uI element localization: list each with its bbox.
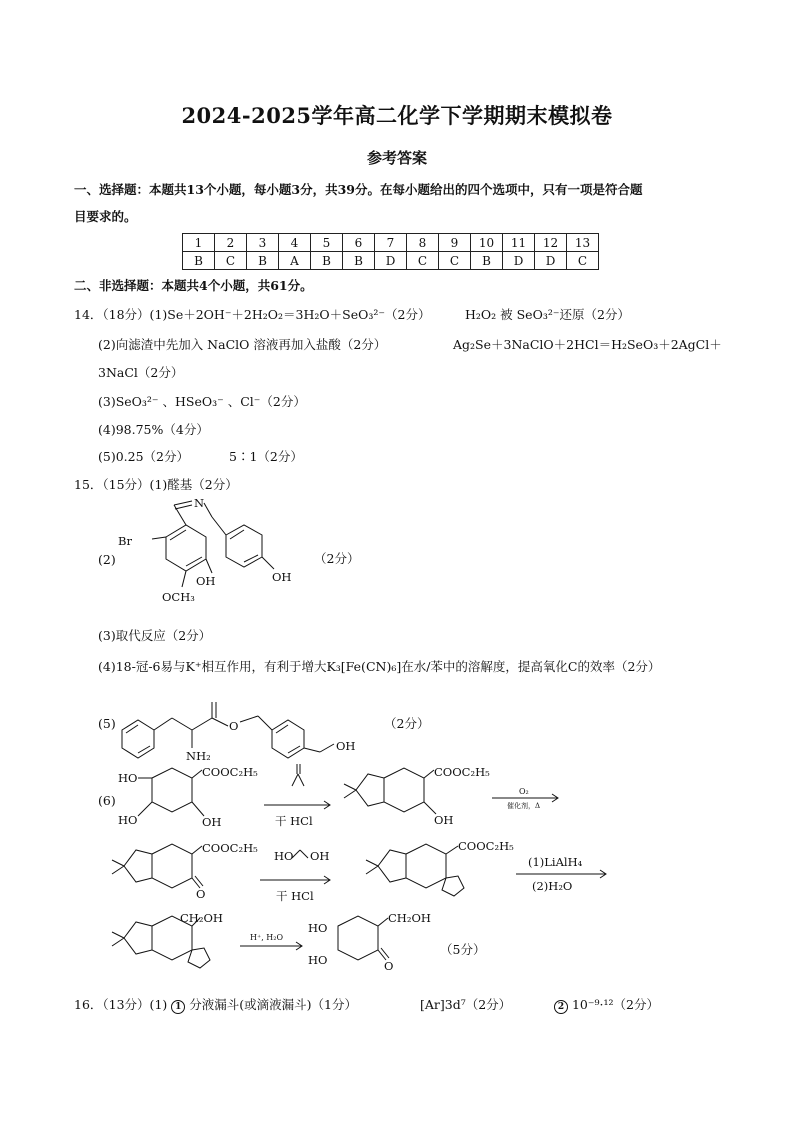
table-cell: D — [503, 252, 535, 270]
bond — [366, 866, 378, 874]
q14-line2b: Ag₂Se＋3NaClO＋2HCl＝H₂SeO₃＋2AgCl＋ — [453, 337, 722, 352]
circled-number-2: 2 — [554, 1000, 568, 1014]
ketal-ring — [406, 844, 446, 888]
table-cell: 10 — [471, 234, 503, 252]
glycol-bond — [300, 850, 308, 858]
bond — [304, 748, 320, 752]
q16-answer-1: 分液漏斗(或滴液漏斗)（1分） — [189, 997, 357, 1012]
reagent-2-top: O₂ — [519, 787, 529, 796]
section2-heading: 二、非选择题：本题共4个小题，共61分。 — [74, 278, 313, 293]
q14-line3: 3NaCl（2分） — [98, 365, 184, 380]
table-cell: 12 — [535, 234, 567, 252]
q15-line3: (3)取代反应（2分） — [98, 628, 212, 643]
bond — [446, 846, 458, 854]
oh-atom: OH — [196, 574, 216, 588]
reagent-3-bottom: 干 HCl — [276, 889, 314, 903]
q15-line4: (4)18-冠-6易与K⁺相互作用，有利于增大K₃[Fe(CN)₆]在水/苯中的溶解度，提高氧化C的效率（2分） — [98, 659, 661, 674]
table-cell: 2 — [215, 234, 247, 252]
table-cell: B — [343, 252, 375, 270]
ho-label-1: HO — [118, 771, 138, 785]
page-title: 2024-2025学年高二化学下学期期末模拟卷 — [181, 103, 613, 128]
q15-line1: 15．（15分）(1)醛基（2分） — [74, 477, 238, 492]
phenol-ring — [226, 525, 262, 567]
glycol-ho-label: HO — [274, 849, 294, 863]
q15-part6-label: (6) — [98, 793, 116, 808]
bond — [112, 860, 124, 866]
benzene-ring-2 — [272, 720, 304, 758]
bond — [204, 503, 212, 517]
q15-part5-structure — [112, 690, 382, 770]
bond — [206, 559, 212, 573]
q15-part2-structure — [112, 495, 312, 615]
bond — [175, 505, 192, 509]
ketone-ring — [152, 844, 192, 888]
table-cell: 9 — [439, 234, 471, 252]
bond — [192, 718, 212, 730]
oh-label-2: OH — [434, 813, 454, 827]
dioxolane-ring — [378, 850, 406, 882]
cooet-label-2: COOC₂H₅ — [434, 765, 490, 779]
reagent-4-bottom: (2)H₂O — [532, 879, 573, 893]
q14-line6b: 5∶1（2分） — [229, 449, 303, 464]
n-atom: N — [194, 496, 205, 510]
q16-answer-2: [Ar]3d⁷（2分） — [420, 997, 512, 1012]
reagent-2-bottom: 催化剂，Δ — [507, 802, 541, 810]
table-cell: C — [567, 252, 599, 270]
product-o-label: O — [384, 959, 394, 973]
q14-line1b: H₂O₂ 被 SeO₃²⁻还原（2分） — [465, 307, 630, 322]
q15-part5-score: （2分） — [384, 716, 430, 731]
br-atom: Br — [118, 534, 132, 548]
bond — [152, 537, 166, 539]
q16-answer-3: 10⁻⁹·¹²（2分） — [571, 997, 659, 1012]
bond — [170, 530, 186, 540]
dioxolane-ring — [356, 774, 384, 806]
bond — [192, 770, 202, 778]
bond — [258, 716, 272, 730]
glycol-oh-label: OH — [310, 849, 330, 863]
bond — [212, 517, 226, 535]
table-cell: C — [439, 252, 471, 270]
circled-number-1: 1 — [171, 1000, 185, 1014]
table-cell: 11 — [503, 234, 535, 252]
table-cell: 7 — [375, 234, 407, 252]
q14-line6a: (5)0.25（2分） — [98, 449, 189, 464]
table-cell: C — [215, 252, 247, 270]
table-cell: 4 — [279, 234, 311, 252]
reagent-1-bottom: 干 HCl — [275, 814, 313, 828]
q15-part6-score: （5分） — [440, 942, 486, 957]
acetone-bond — [292, 774, 298, 786]
benzene-ring — [166, 525, 206, 571]
reagent-5-top: H⁺, H₂O — [250, 933, 284, 942]
dioxolane-ring — [124, 850, 152, 882]
q15-part2-label: (2) — [98, 552, 116, 567]
ketone-o-label: O — [196, 887, 206, 901]
table-cell: D — [375, 252, 407, 270]
bond — [138, 802, 152, 816]
q16-line1 — [74, 995, 357, 1014]
oh-atom-phenol: OH — [272, 570, 292, 584]
dioxolane-ring — [124, 922, 152, 954]
bond — [192, 802, 204, 816]
section1-instructions-line2: 目要求的。 — [74, 209, 137, 224]
q16-answer-3-wrap — [554, 995, 659, 1014]
ketal-dioxolane — [442, 876, 464, 896]
table-cell: D — [535, 252, 567, 270]
q15-part5-label: (5) — [98, 716, 116, 731]
bond — [172, 718, 192, 730]
table-cell: A — [279, 252, 311, 270]
bond — [344, 784, 356, 790]
product-ho-label-2: HO — [308, 953, 328, 967]
table-cell: B — [311, 252, 343, 270]
acetone-bond — [298, 774, 304, 786]
bond — [381, 948, 389, 958]
acetonide-ring — [384, 768, 424, 812]
bond — [192, 846, 202, 854]
q15-part6-row2 — [96, 836, 616, 911]
cyclohexane-ring — [152, 768, 192, 812]
q15-part6-row1 — [112, 760, 592, 835]
answer-table — [182, 233, 599, 270]
table-cell: 13 — [567, 234, 599, 252]
bond — [112, 932, 124, 938]
oh-label-1: OH — [202, 815, 222, 829]
bond — [344, 790, 356, 798]
q14-line2a: (2)向滤渣中先加入 NaClO 溶液再加入盐酸（2分） — [98, 337, 387, 352]
bond — [240, 716, 258, 722]
table-cell: 3 — [247, 234, 279, 252]
bond — [195, 876, 203, 886]
q16-prefix: 16．（13分）(1) — [74, 997, 168, 1012]
cooet-label-4: COOC₂H₅ — [458, 839, 514, 853]
q15-part2-score: （2分） — [314, 551, 360, 566]
product-ring — [338, 916, 378, 960]
cooet-label-1: COOC₂H₅ — [202, 765, 258, 779]
bond — [320, 744, 334, 752]
nh2-group: NH₂ — [186, 749, 211, 763]
q15-part6-row3 — [96, 908, 476, 983]
table-cell: 1 — [183, 234, 215, 252]
q14-line4: (3)SeO₃²⁻ 、HSeO₃⁻ 、Cl⁻（2分） — [98, 394, 306, 409]
bond — [262, 557, 274, 569]
ch2oh-label-2: CH₂OH — [388, 911, 431, 925]
answer-table-answer-row — [183, 252, 599, 270]
ketal-dioxolane — [188, 948, 210, 968]
bond — [154, 718, 172, 730]
ch2oh-label-1: CH₂OH — [180, 911, 223, 925]
table-cell: 5 — [311, 234, 343, 252]
table-cell: B — [183, 252, 215, 270]
cooet-label-3: COOC₂H₅ — [202, 841, 258, 855]
bond — [174, 501, 192, 505]
product-ho-label-1: HO — [308, 921, 328, 935]
bond — [424, 770, 434, 778]
reagent-4-top: (1)LiAlH₄ — [528, 855, 583, 869]
q14-line5: (4)98.75%（4分） — [98, 422, 209, 437]
table-cell: C — [407, 252, 439, 270]
bond — [366, 860, 378, 866]
oh-group: OH — [336, 739, 356, 753]
bond — [182, 571, 186, 587]
ho-label-2: HO — [118, 813, 138, 827]
och3-group: OCH₃ — [162, 590, 195, 604]
bond — [212, 718, 228, 726]
table-cell: B — [247, 252, 279, 270]
bond — [112, 866, 124, 874]
table-cell: 6 — [343, 234, 375, 252]
table-cell: B — [471, 252, 503, 270]
q14-line1a: 14．（18分）(1)Se＋2OH⁻＋2H₂O₂＝3H₂O＋SeO₃²⁻（2分） — [74, 307, 431, 322]
answer-table-number-row — [183, 234, 599, 252]
page-subtitle: 参考答案 — [366, 149, 427, 167]
ester-o-atom: O — [229, 719, 239, 733]
bond — [186, 557, 202, 566]
section1-instructions-line1: 一、选择题：本题共13个小题，每小题3分，共39分。在每小题给出的四个选项中，只有一项是符合题 — [74, 182, 643, 197]
bond — [378, 918, 388, 926]
table-cell: 8 — [407, 234, 439, 252]
benzene-ring — [122, 720, 154, 758]
bond — [112, 938, 124, 946]
